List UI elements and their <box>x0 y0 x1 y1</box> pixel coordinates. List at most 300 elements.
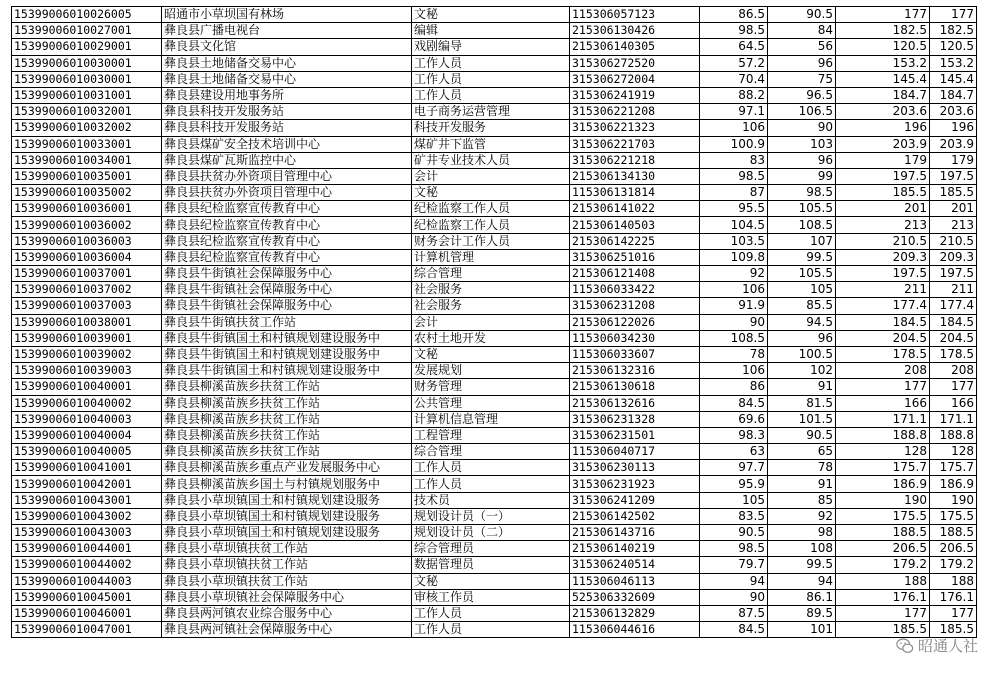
position-code-cell: 15399006010031001 <box>12 87 162 103</box>
candidate-id-cell: 215306142502 <box>570 508 700 524</box>
watermark-text: 昭通人社 <box>917 637 978 655</box>
interview-score-cell: 99.5 <box>768 557 836 573</box>
written-score-cell: 90 <box>700 589 768 605</box>
total-score-cell: 204.5 <box>836 330 930 346</box>
total-score-cell: 175.7 <box>836 460 930 476</box>
interview-score-cell: 90.5 <box>768 7 836 23</box>
position-name-cell: 规划设计员（二） <box>412 525 570 541</box>
unit-name-cell: 彝良县牛街镇社会保障服务中心 <box>162 266 412 282</box>
unit-name-cell: 彝良县牛街镇扶贫工作站 <box>162 314 412 330</box>
position-code-cell: 15399006010032001 <box>12 104 162 120</box>
position-name-cell: 审核工作员 <box>412 589 570 605</box>
interview-score-cell: 85 <box>768 492 836 508</box>
table-row <box>12 185 977 201</box>
final-score-cell: 211 <box>930 282 977 298</box>
interview-score-cell: 96.5 <box>768 87 836 103</box>
position-code-cell: 15399006010039001 <box>12 330 162 346</box>
table-row <box>12 217 977 233</box>
position-code-cell: 15399006010027001 <box>12 23 162 39</box>
unit-name-cell: 彝良县煤矿安全技术培训中心 <box>162 136 412 152</box>
total-score-cell: 190 <box>836 492 930 508</box>
candidate-id-cell: 315306221208 <box>570 104 700 120</box>
position-name-cell: 纪检监察工作人员 <box>412 201 570 217</box>
position-code-cell: 15399006010041001 <box>12 460 162 476</box>
written-score-cell: 98.5 <box>700 541 768 557</box>
candidate-id-cell: 315306251016 <box>570 249 700 265</box>
position-code-cell: 15399006010036003 <box>12 233 162 249</box>
table-row <box>12 492 977 508</box>
table-row <box>12 476 977 492</box>
candidate-id-cell: 315306221218 <box>570 152 700 168</box>
final-score-cell: 171.1 <box>930 411 977 427</box>
final-score-cell: 184.7 <box>930 87 977 103</box>
position-name-cell: 会计 <box>412 168 570 184</box>
interview-score-cell: 99 <box>768 168 836 184</box>
position-name-cell: 会计 <box>412 314 570 330</box>
position-name-cell: 综合管理 <box>412 444 570 460</box>
table-row <box>12 23 977 39</box>
total-score-cell: 153.2 <box>836 55 930 71</box>
position-code-cell: 15399006010026005 <box>12 7 162 23</box>
interview-score-cell: 81.5 <box>768 395 836 411</box>
final-score-cell: 188.5 <box>930 525 977 541</box>
interview-score-cell: 56 <box>768 39 836 55</box>
position-code-cell: 15399006010039002 <box>12 346 162 362</box>
unit-name-cell: 彝良县纪检监察宣传教育中心 <box>162 217 412 233</box>
interview-score-cell: 94 <box>768 573 836 589</box>
position-code-cell: 15399006010047001 <box>12 622 162 638</box>
total-score-cell: 188.8 <box>836 427 930 443</box>
written-score-cell: 87 <box>700 185 768 201</box>
final-score-cell: 208 <box>930 363 977 379</box>
written-score-cell: 104.5 <box>700 217 768 233</box>
table-row <box>12 233 977 249</box>
final-score-cell: 175.7 <box>930 460 977 476</box>
total-score-cell: 171.1 <box>836 411 930 427</box>
position-name-cell: 综合管理员 <box>412 541 570 557</box>
written-score-cell: 106 <box>700 120 768 136</box>
interview-score-cell: 96 <box>768 55 836 71</box>
position-name-cell: 工作人员 <box>412 71 570 87</box>
position-code-cell: 15399006010042001 <box>12 476 162 492</box>
position-name-cell: 综合管理 <box>412 266 570 282</box>
position-name-cell: 文秘 <box>412 185 570 201</box>
table-row <box>12 605 977 621</box>
table-row <box>12 201 977 217</box>
interview-score-cell: 78 <box>768 460 836 476</box>
position-code-cell: 15399006010037001 <box>12 266 162 282</box>
table-row <box>12 314 977 330</box>
table-row <box>12 573 977 589</box>
position-code-cell: 15399006010044002 <box>12 557 162 573</box>
total-score-cell: 188.5 <box>836 525 930 541</box>
unit-name-cell: 彝良县扶贫办外资项目管理中心 <box>162 168 412 184</box>
unit-name-cell: 彝良县柳溪苗族乡扶贫工作站 <box>162 411 412 427</box>
total-score-cell: 176.1 <box>836 589 930 605</box>
position-name-cell: 工作人员 <box>412 87 570 103</box>
final-score-cell: 188 <box>930 573 977 589</box>
total-score-cell: 128 <box>836 444 930 460</box>
unit-name-cell: 彝良县两河镇社会保障服务中心 <box>162 622 412 638</box>
interview-score-cell: 65 <box>768 444 836 460</box>
position-name-cell: 工作人员 <box>412 55 570 71</box>
written-score-cell: 78 <box>700 346 768 362</box>
position-code-cell: 15399006010036002 <box>12 217 162 233</box>
interview-score-cell: 100.5 <box>768 346 836 362</box>
candidate-id-cell: 315306230113 <box>570 460 700 476</box>
total-score-cell: 177.4 <box>836 298 930 314</box>
table-row <box>12 7 977 23</box>
table-row <box>12 249 977 265</box>
candidate-id-cell: 215306141022 <box>570 201 700 217</box>
final-score-cell: 213 <box>930 217 977 233</box>
total-score-cell: 185.5 <box>836 622 930 638</box>
table-row <box>12 266 977 282</box>
unit-name-cell: 彝良县牛街镇社会保障服务中心 <box>162 282 412 298</box>
unit-name-cell: 彝良县小草坝镇扶贫工作站 <box>162 541 412 557</box>
candidate-id-cell: 115306040717 <box>570 444 700 460</box>
written-score-cell: 90.5 <box>700 525 768 541</box>
score-table <box>11 6 977 638</box>
position-name-cell: 工程管理 <box>412 427 570 443</box>
unit-name-cell: 彝良县小草坝镇扶贫工作站 <box>162 573 412 589</box>
position-name-cell: 文秘 <box>412 346 570 362</box>
unit-name-cell: 彝良县纪检监察宣传教育中心 <box>162 233 412 249</box>
position-code-cell: 15399006010030001 <box>12 71 162 87</box>
position-name-cell: 计算机信息管理 <box>412 411 570 427</box>
table-row <box>12 152 977 168</box>
position-name-cell: 计算机管理 <box>412 249 570 265</box>
written-score-cell: 64.5 <box>700 39 768 55</box>
interview-score-cell: 105 <box>768 282 836 298</box>
position-code-cell: 15399006010040004 <box>12 427 162 443</box>
position-name-cell: 规划设计员（一） <box>412 508 570 524</box>
unit-name-cell: 彝良县小草坝镇国土和村镇规划建设服务 <box>162 492 412 508</box>
total-score-cell: 178.5 <box>836 346 930 362</box>
interview-score-cell: 103 <box>768 136 836 152</box>
final-score-cell: 185.5 <box>930 622 977 638</box>
interview-score-cell: 108 <box>768 541 836 557</box>
total-score-cell: 186.9 <box>836 476 930 492</box>
final-score-cell: 177 <box>930 379 977 395</box>
candidate-id-cell: 115306034230 <box>570 330 700 346</box>
total-score-cell: 208 <box>836 363 930 379</box>
position-code-cell: 15399006010034001 <box>12 152 162 168</box>
position-name-cell: 工作人员 <box>412 605 570 621</box>
total-score-cell: 185.5 <box>836 185 930 201</box>
final-score-cell: 196 <box>930 120 977 136</box>
table-row <box>12 622 977 638</box>
written-score-cell: 70.4 <box>700 71 768 87</box>
unit-name-cell: 彝良县扶贫办外资项目管理中心 <box>162 185 412 201</box>
position-name-cell: 矿井专业技术人员 <box>412 152 570 168</box>
interview-score-cell: 96 <box>768 330 836 346</box>
written-score-cell: 57.2 <box>700 55 768 71</box>
final-score-cell: 145.4 <box>930 71 977 87</box>
total-score-cell: 179 <box>836 152 930 168</box>
written-score-cell: 105 <box>700 492 768 508</box>
final-score-cell: 184.5 <box>930 314 977 330</box>
unit-name-cell: 彝良县小草坝镇社会保障服务中心 <box>162 589 412 605</box>
candidate-id-cell: 525306332609 <box>570 589 700 605</box>
interview-score-cell: 98 <box>768 525 836 541</box>
unit-name-cell: 彝良县纪检监察宣传教育中心 <box>162 201 412 217</box>
candidate-id-cell: 215306132316 <box>570 363 700 379</box>
unit-name-cell: 彝良县牛街镇社会保障服务中心 <box>162 298 412 314</box>
candidate-id-cell: 115306046113 <box>570 573 700 589</box>
written-score-cell: 97.7 <box>700 460 768 476</box>
final-score-cell: 166 <box>930 395 977 411</box>
candidate-id-cell: 215306130618 <box>570 379 700 395</box>
table-row <box>12 87 977 103</box>
table-row <box>12 71 977 87</box>
table-row <box>12 508 977 524</box>
unit-name-cell: 彝良县柳溪苗族乡扶贫工作站 <box>162 379 412 395</box>
position-name-cell: 财务会计工作人员 <box>412 233 570 249</box>
final-score-cell: 128 <box>930 444 977 460</box>
unit-name-cell: 彝良县科技开发服务站 <box>162 104 412 120</box>
unit-name-cell: 彝良县柳溪苗族乡扶贫工作站 <box>162 444 412 460</box>
position-code-cell: 15399006010030001 <box>12 55 162 71</box>
total-score-cell: 211 <box>836 282 930 298</box>
total-score-cell: 203.9 <box>836 136 930 152</box>
written-score-cell: 83.5 <box>700 508 768 524</box>
total-score-cell: 177 <box>836 379 930 395</box>
position-name-cell: 财务管理 <box>412 379 570 395</box>
interview-score-cell: 91 <box>768 476 836 492</box>
interview-score-cell: 99.5 <box>768 249 836 265</box>
final-score-cell: 209.3 <box>930 249 977 265</box>
position-name-cell: 文秘 <box>412 7 570 23</box>
unit-name-cell: 昭通市小草坝国有林场 <box>162 7 412 23</box>
final-score-cell: 178.5 <box>930 346 977 362</box>
candidate-id-cell: 315306231328 <box>570 411 700 427</box>
unit-name-cell: 彝良县两河镇农业综合服务中心 <box>162 605 412 621</box>
interview-score-cell: 85.5 <box>768 298 836 314</box>
candidate-id-cell: 215306134130 <box>570 168 700 184</box>
unit-name-cell: 彝良县土地储备交易中心 <box>162 55 412 71</box>
table-row <box>12 168 977 184</box>
total-score-cell: 177 <box>836 605 930 621</box>
interview-score-cell: 92 <box>768 508 836 524</box>
total-score-cell: 197.5 <box>836 168 930 184</box>
position-name-cell: 编辑 <box>412 23 570 39</box>
position-code-cell: 15399006010045001 <box>12 589 162 605</box>
position-name-cell: 农村土地开发 <box>412 330 570 346</box>
total-score-cell: 188 <box>836 573 930 589</box>
position-name-cell: 数据管理员 <box>412 557 570 573</box>
final-score-cell: 188.8 <box>930 427 977 443</box>
candidate-id-cell: 215306140503 <box>570 217 700 233</box>
total-score-cell: 203.6 <box>836 104 930 120</box>
total-score-cell: 120.5 <box>836 39 930 55</box>
unit-name-cell: 彝良县煤矿瓦斯监控中心 <box>162 152 412 168</box>
written-score-cell: 88.2 <box>700 87 768 103</box>
table-row <box>12 589 977 605</box>
interview-score-cell: 106.5 <box>768 104 836 120</box>
interview-score-cell: 96 <box>768 152 836 168</box>
unit-name-cell: 彝良县小草坝镇扶贫工作站 <box>162 557 412 573</box>
written-score-cell: 84.5 <box>700 622 768 638</box>
candidate-id-cell: 215306122026 <box>570 314 700 330</box>
written-score-cell: 94 <box>700 573 768 589</box>
interview-score-cell: 107 <box>768 233 836 249</box>
written-score-cell: 84.5 <box>700 395 768 411</box>
unit-name-cell: 彝良县柳溪苗族乡国土与村镇规划服务中 <box>162 476 412 492</box>
written-score-cell: 79.7 <box>700 557 768 573</box>
written-score-cell: 86 <box>700 379 768 395</box>
position-code-cell: 15399006010036001 <box>12 201 162 217</box>
final-score-cell: 177.4 <box>930 298 977 314</box>
total-score-cell: 179.2 <box>836 557 930 573</box>
total-score-cell: 210.5 <box>836 233 930 249</box>
interview-score-cell: 90.5 <box>768 427 836 443</box>
candidate-id-cell: 115306033607 <box>570 346 700 362</box>
candidate-id-cell: 115306057123 <box>570 7 700 23</box>
position-code-cell: 15399006010035001 <box>12 168 162 184</box>
written-score-cell: 86.5 <box>700 7 768 23</box>
final-score-cell: 203.6 <box>930 104 977 120</box>
written-score-cell: 106 <box>700 282 768 298</box>
position-code-cell: 15399006010043001 <box>12 492 162 508</box>
final-score-cell: 179 <box>930 152 977 168</box>
position-code-cell: 15399006010043003 <box>12 525 162 541</box>
candidate-id-cell: 215306132616 <box>570 395 700 411</box>
final-score-cell: 177 <box>930 7 977 23</box>
written-score-cell: 87.5 <box>700 605 768 621</box>
candidate-id-cell: 115306033422 <box>570 282 700 298</box>
candidate-id-cell: 315306240514 <box>570 557 700 573</box>
final-score-cell: 210.5 <box>930 233 977 249</box>
table-row <box>12 444 977 460</box>
interview-score-cell: 105.5 <box>768 201 836 217</box>
position-name-cell: 纪检监察工作人员 <box>412 217 570 233</box>
final-score-cell: 204.5 <box>930 330 977 346</box>
candidate-id-cell: 215306140219 <box>570 541 700 557</box>
table-row <box>12 460 977 476</box>
unit-name-cell: 彝良县牛街镇国土和村镇规划建设服务中 <box>162 330 412 346</box>
unit-name-cell: 彝良县文化馆 <box>162 39 412 55</box>
final-score-cell: 197.5 <box>930 266 977 282</box>
position-code-cell: 15399006010035002 <box>12 185 162 201</box>
position-code-cell: 15399006010040001 <box>12 379 162 395</box>
position-name-cell: 科技开发服务 <box>412 120 570 136</box>
final-score-cell: 186.9 <box>930 476 977 492</box>
written-score-cell: 90 <box>700 314 768 330</box>
total-score-cell: 206.5 <box>836 541 930 557</box>
position-code-cell: 15399006010040005 <box>12 444 162 460</box>
position-name-cell: 工作人员 <box>412 460 570 476</box>
table-row <box>12 363 977 379</box>
position-name-cell: 社会服务 <box>412 282 570 298</box>
candidate-id-cell: 315306231208 <box>570 298 700 314</box>
position-code-cell: 15399006010033001 <box>12 136 162 152</box>
interview-score-cell: 84 <box>768 23 836 39</box>
candidate-id-cell: 315306272004 <box>570 71 700 87</box>
unit-name-cell: 彝良县建设用地事务所 <box>162 87 412 103</box>
candidate-id-cell: 315306221703 <box>570 136 700 152</box>
candidate-id-cell: 215306142225 <box>570 233 700 249</box>
position-name-cell: 电子商务运营管理 <box>412 104 570 120</box>
final-score-cell: 203.9 <box>930 136 977 152</box>
table-row <box>12 411 977 427</box>
total-score-cell: 196 <box>836 120 930 136</box>
table-row <box>12 282 977 298</box>
position-code-cell: 15399006010038001 <box>12 314 162 330</box>
written-score-cell: 106 <box>700 363 768 379</box>
unit-name-cell: 彝良县纪检监察宣传教育中心 <box>162 249 412 265</box>
candidate-id-cell: 315306231501 <box>570 427 700 443</box>
written-score-cell: 95.5 <box>700 201 768 217</box>
table-row <box>12 104 977 120</box>
position-code-cell: 15399006010046001 <box>12 605 162 621</box>
candidate-id-cell: 215306140305 <box>570 39 700 55</box>
total-score-cell: 197.5 <box>836 266 930 282</box>
unit-name-cell: 彝良县柳溪苗族乡重点产业发展服务中心 <box>162 460 412 476</box>
position-name-cell: 戏剧编导 <box>412 39 570 55</box>
unit-name-cell: 彝良县牛街镇国土和村镇规划建设服务中 <box>162 346 412 362</box>
total-score-cell: 213 <box>836 217 930 233</box>
total-score-cell: 182.5 <box>836 23 930 39</box>
unit-name-cell: 彝良县小草坝镇国土和村镇规划建设服务 <box>162 508 412 524</box>
unit-name-cell: 彝良县土地储备交易中心 <box>162 71 412 87</box>
position-name-cell: 煤矿井下监管 <box>412 136 570 152</box>
table-row <box>12 298 977 314</box>
wechat-icon <box>896 637 914 655</box>
total-score-cell: 184.5 <box>836 314 930 330</box>
final-score-cell: 179.2 <box>930 557 977 573</box>
interview-score-cell: 86.1 <box>768 589 836 605</box>
table-row <box>12 379 977 395</box>
written-score-cell: 108.5 <box>700 330 768 346</box>
candidate-id-cell: 115306131814 <box>570 185 700 201</box>
written-score-cell: 97.1 <box>700 104 768 120</box>
unit-name-cell: 彝良县广播电视台 <box>162 23 412 39</box>
table-row <box>12 55 977 71</box>
position-code-cell: 15399006010029001 <box>12 39 162 55</box>
written-score-cell: 98.5 <box>700 23 768 39</box>
interview-score-cell: 108.5 <box>768 217 836 233</box>
total-score-cell: 145.4 <box>836 71 930 87</box>
final-score-cell: 201 <box>930 201 977 217</box>
table-row <box>12 541 977 557</box>
position-name-cell: 发展规划 <box>412 363 570 379</box>
table-row <box>12 427 977 443</box>
candidate-id-cell: 315306241919 <box>570 87 700 103</box>
position-code-cell: 15399006010044001 <box>12 541 162 557</box>
table-row <box>12 39 977 55</box>
interview-score-cell: 89.5 <box>768 605 836 621</box>
written-score-cell: 98.5 <box>700 168 768 184</box>
position-name-cell: 工作人员 <box>412 622 570 638</box>
written-score-cell: 63 <box>700 444 768 460</box>
written-score-cell: 100.9 <box>700 136 768 152</box>
position-code-cell: 15399006010037002 <box>12 282 162 298</box>
interview-score-cell: 101 <box>768 622 836 638</box>
interview-score-cell: 98.5 <box>768 185 836 201</box>
table-row <box>12 120 977 136</box>
unit-name-cell: 彝良县柳溪苗族乡扶贫工作站 <box>162 395 412 411</box>
candidate-id-cell: 315306221323 <box>570 120 700 136</box>
final-score-cell: 153.2 <box>930 55 977 71</box>
written-score-cell: 91.9 <box>700 298 768 314</box>
position-code-cell: 15399006010037003 <box>12 298 162 314</box>
final-score-cell: 197.5 <box>930 168 977 184</box>
table-row <box>12 557 977 573</box>
final-score-cell: 176.1 <box>930 589 977 605</box>
written-score-cell: 92 <box>700 266 768 282</box>
candidate-id-cell: 215306143716 <box>570 525 700 541</box>
